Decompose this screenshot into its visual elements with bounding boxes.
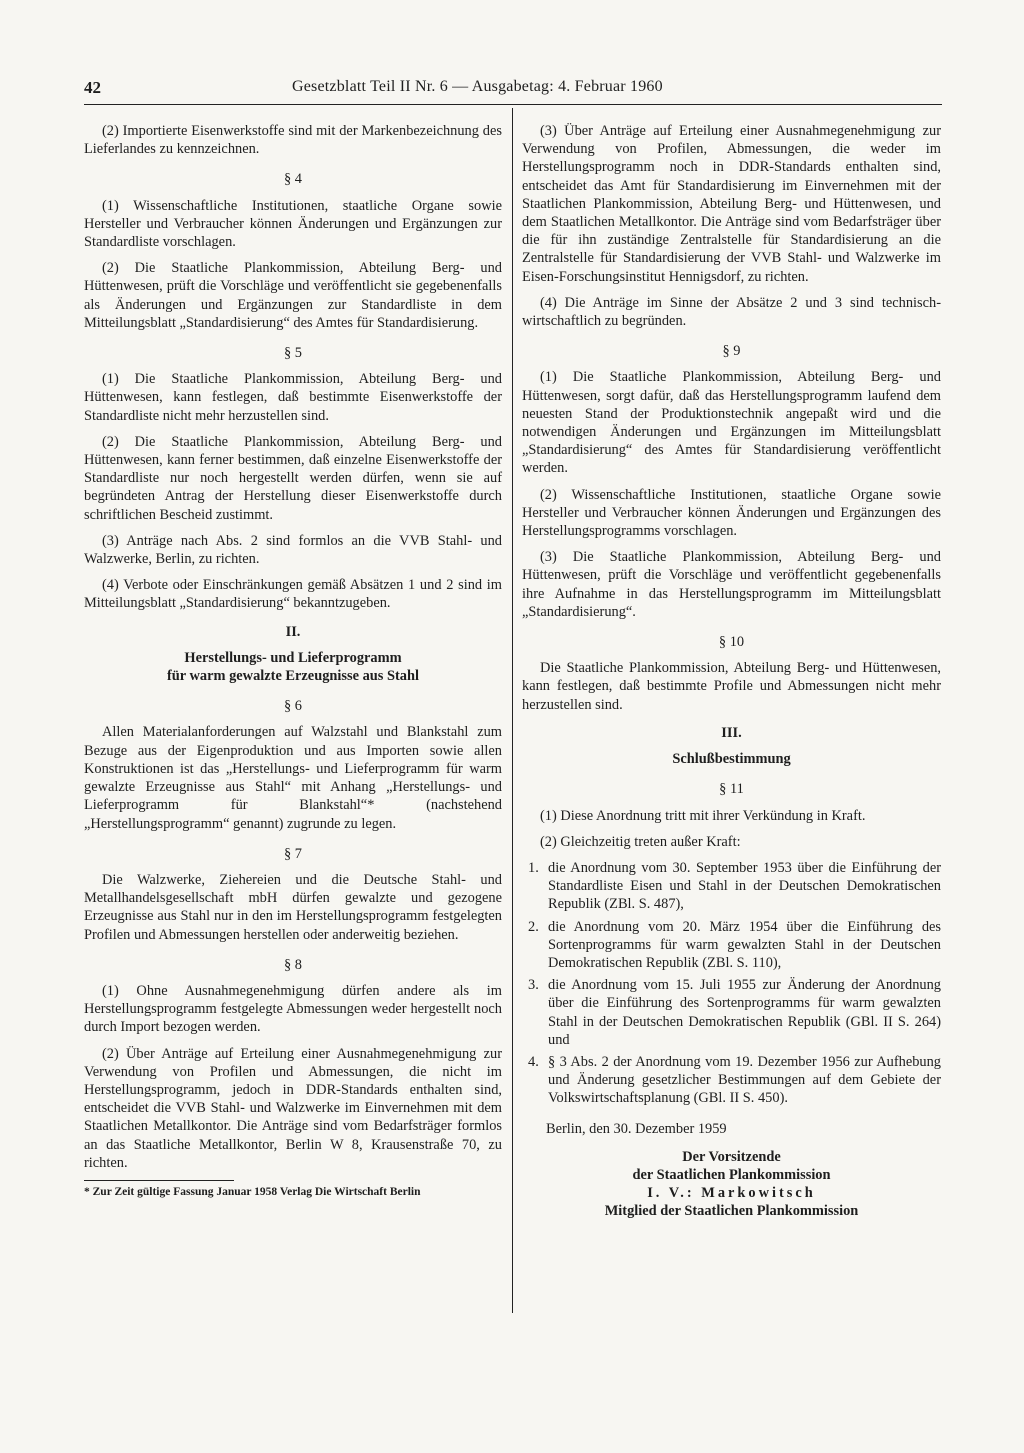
column-divider bbox=[512, 108, 513, 1313]
page-number: 42 bbox=[84, 78, 101, 97]
page-header bbox=[84, 78, 944, 102]
signatory-name: I. V.: Markowitsch bbox=[647, 1184, 816, 1201]
paragraph: (1) Wissenschaftliche Institutionen, staatliche Organe sowie Hersteller und Verbraucher können Änderungen und Ergänzungen zur Standardliste vorschlagen. bbox=[84, 197, 502, 251]
paragraph: (1) Die Staatliche Plankommission, Abteilung Berg- und Hüttenwesen, kann festlegen, daß bestimmte Eisenwerkstoffe der Standardliste nicht mehr herzustellen sind. bbox=[84, 371, 502, 424]
section-heading: § 7 bbox=[284, 845, 302, 862]
section-heading: § 11 bbox=[719, 781, 744, 798]
paragraph: (1) Diese Anordnung tritt mit ihrer Verkündung in Kraft. bbox=[540, 807, 866, 824]
place-date: Berlin, den 30. Dezember 1959 bbox=[546, 1120, 727, 1137]
list-item: 3. die Anordnung vom 15. Juli 1955 zur Änderung der Anordnung über die Einführung des Sortenprogramms für warm gewalzten Stahl in der Deutschen Demokratischen Republik (GBl. II S. 264) und bbox=[528, 977, 941, 1048]
footnote: * Zur Zeit gültige Fassung Januar 1958 Verlag Die Wirtschaft Berlin bbox=[84, 1185, 421, 1198]
repeal-list bbox=[522, 859, 941, 1108]
paragraph: (1) Die Staatliche Plankommission, Abteilung Berg- und Hüttenwesen, sorgt dafür, daß das Herstellungsprogramm laufend dem neuesten Stand der Produktionstechnik angepaßt wird und die notwendigen Änderungen und Ergänzungen im Mitteilungsblatt „Standardisierung“ des Amtes für Standardisierung veröffentlicht werden. bbox=[522, 369, 941, 477]
list-item: 4. § 3 Abs. 2 der Anordnung vom 19. Dezember 1956 zur Aufhebung und Änderung gesetzlicher Bestimmungen auf dem Gebiete der Volkswirtschaftsplanung (GBl. II S. 450). bbox=[528, 1053, 941, 1107]
part-numeral: II. bbox=[285, 623, 301, 640]
signature-line: Der Vorsitzende bbox=[682, 1148, 781, 1165]
header-rule bbox=[84, 104, 942, 105]
paragraph: Allen Materialanforderungen auf Walzstahl und Blankstahl zum Bezuge aus der Eigenproduktion und aus Importen sowie allen Konstruktionen ist das „Herstellungs- und Lieferprogramm für warm gewalzte Erzeugnisse aus Stahl“ mit Anhang „Herstellungs- und Lieferprogramm für Blankstahl“* (nachstehend „Herstellungsprogramm“ genannt) zugrunde zu legen. bbox=[84, 724, 502, 832]
paragraph: (1) Ohne Ausnahmegenehmigung dürfen andere als im Herstellungsprogramm festgelegte Abmessungen weder hergestellt noch durch Import bezogen werden. bbox=[84, 982, 502, 1036]
signature-line: Mitglied der Staatlichen Plankommission bbox=[604, 1202, 859, 1219]
paragraph: (2) Gleichzeitig treten außer Kraft: bbox=[540, 833, 741, 850]
left-column bbox=[84, 122, 502, 1207]
part-title-line: für warm gewalzte Erzeugnisse aus Stahl bbox=[167, 668, 419, 685]
list-item: 2. die Anordnung vom 20. März 1954 über die Einführung des Sortenprogramms für warm gewalzten Stahl in der Deutschen Demokratischen Republik (ZBl. S. 110), bbox=[528, 918, 941, 971]
section-heading: § 5 bbox=[284, 345, 302, 362]
part-title-line: Herstellungs- und Lieferprogramm bbox=[184, 649, 402, 666]
paragraph: (2) Importierte Eisenwerkstoffe sind mit der Markenbezeichnung des Lieferlandes zu kennzeichnen. bbox=[84, 123, 502, 158]
paragraph: (2) Wissenschaftliche Institutionen, staatliche Organe sowie Hersteller und Verbraucher können Änderungen und Ergänzungen des Herstellungsprogramms vorschlagen. bbox=[522, 486, 941, 540]
section-heading: § 10 bbox=[718, 634, 745, 651]
section-heading: § 9 bbox=[722, 343, 741, 360]
paragraph: (2) Die Staatliche Plankommission, Abteilung Berg- und Hüttenwesen, prüft die Vorschläge und veröffentlicht sie gegebenenfalls als Änderungen und Ergänzungen zur Standardliste in dem Mitteilungsblatt „Standardisierung“ des Amtes für Standardisierung. bbox=[84, 260, 502, 331]
paragraph: (3) Die Staatliche Plankommission, Abteilung Berg- und Hüttenwesen, prüft die Vorschläge und veröffentlicht gegebenenfalls ihre Aufnahme in das Herstellungsprogramm im Mitteilungsblatt „Standardisierung“. bbox=[522, 549, 941, 620]
signature-line: der Staatlichen Plankommission bbox=[632, 1166, 831, 1183]
signature-block bbox=[522, 1148, 941, 1220]
paragraph: Die Walzwerke, Ziehereien und die Deutsche Stahl- und Metallhandelsgesellschaft mbH dürfen gewalzte und gezogene Erzeugnisse aus Stahl nur in den im Herstellungsprogramm festgelegten Profilen und Abmessungen herstellen oder anderweitig beziehen. bbox=[84, 871, 502, 943]
part-title: Schlußbestimmung bbox=[672, 751, 791, 768]
section-heading: § 4 bbox=[284, 171, 302, 188]
paragraph: (3) Über Anträge auf Erteilung einer Ausnahmegenehmigung zur Verwendung von Profilen, Abmessungen, die weder im Herstellungsprogramm noch in DDR-Standards enthalten sind, entscheidet das Amt für Standardisierung im Einvernehmen mit der Staatlichen Plankommission, Abteilung Berg- und Hüttenwesen, und dem Staatlichen Metallkontor. Die Anträge sind vom Bedarfsträger über die für ihn zuständige Zentralstelle für Standardisierung an die Zentralstelle für Standardisierung der VVB Stahl- und Walzwerke im Eisen-Forschungsinstitut Hennigsdorf, zu richten. bbox=[522, 123, 941, 285]
paragraph: (2) Die Staatliche Plankommission, Abteilung Berg- und Hüttenwesen, kann ferner bestimmen, daß einzelne Eisenwerkstoffe der Standardliste nur noch hergestellt werden dürfen, wenn sie auf begründeten Antrag der Herstellung dieser Eisenwerkstoffe durch schriftlichen Bescheid zustimmt. bbox=[84, 433, 502, 523]
paragraph: (2) Über Anträge auf Erteilung einer Ausnahmegenehmigung zur Verwendung von Profilen und Abmessungen, die nicht im Herstellungsprogramm, jedoch in DDR-Standards enthalten sind, entscheidet die VVB Stahl- und Walzwerke im Einvernehmen mit dem Staatlichen Metallkontor. Die Anträge sind vom Bedarfsträger formlos an das Staatliche Metallkontor, Berlin W 8, Krausenstraße 70, zu richten. bbox=[84, 1045, 502, 1171]
list-item: 1. die Anordnung vom 30. September 1953 über die Einführung der Standardliste Eisen und Stahl in der Deutschen Demokratischen Republik (ZBl. S. 487), bbox=[528, 859, 941, 913]
right-column bbox=[522, 122, 941, 1220]
section-heading: § 8 bbox=[284, 956, 302, 973]
paragraph: (3) Anträge nach Abs. 2 sind formlos an die VVB Stahl- und Walzwerke, Berlin, zu richten. bbox=[84, 532, 502, 568]
section-heading: § 6 bbox=[284, 698, 302, 715]
paragraph: (4) Verbote oder Einschränkungen gemäß Absätzen 1 und 2 sind im Mitteilungsblatt „Standardisierung“ bekanntzugeben. bbox=[84, 577, 502, 612]
gazette-title: Gesetzblatt Teil II Nr. 6 — Ausgabetag: 4. Februar 1960 bbox=[292, 78, 663, 95]
footnote-rule bbox=[84, 1180, 234, 1181]
part-numeral: III. bbox=[721, 724, 742, 741]
paragraph: Die Staatliche Plankommission, Abteilung Berg- und Hüttenwesen, kann festlegen, daß bestimmte Profile und Abmessungen nicht mehr herzustellen sind. bbox=[522, 660, 941, 713]
paragraph: (4) Die Anträge im Sinne der Absätze 2 und 3 sind technisch-wirtschaftlich zu begründen. bbox=[522, 294, 941, 330]
